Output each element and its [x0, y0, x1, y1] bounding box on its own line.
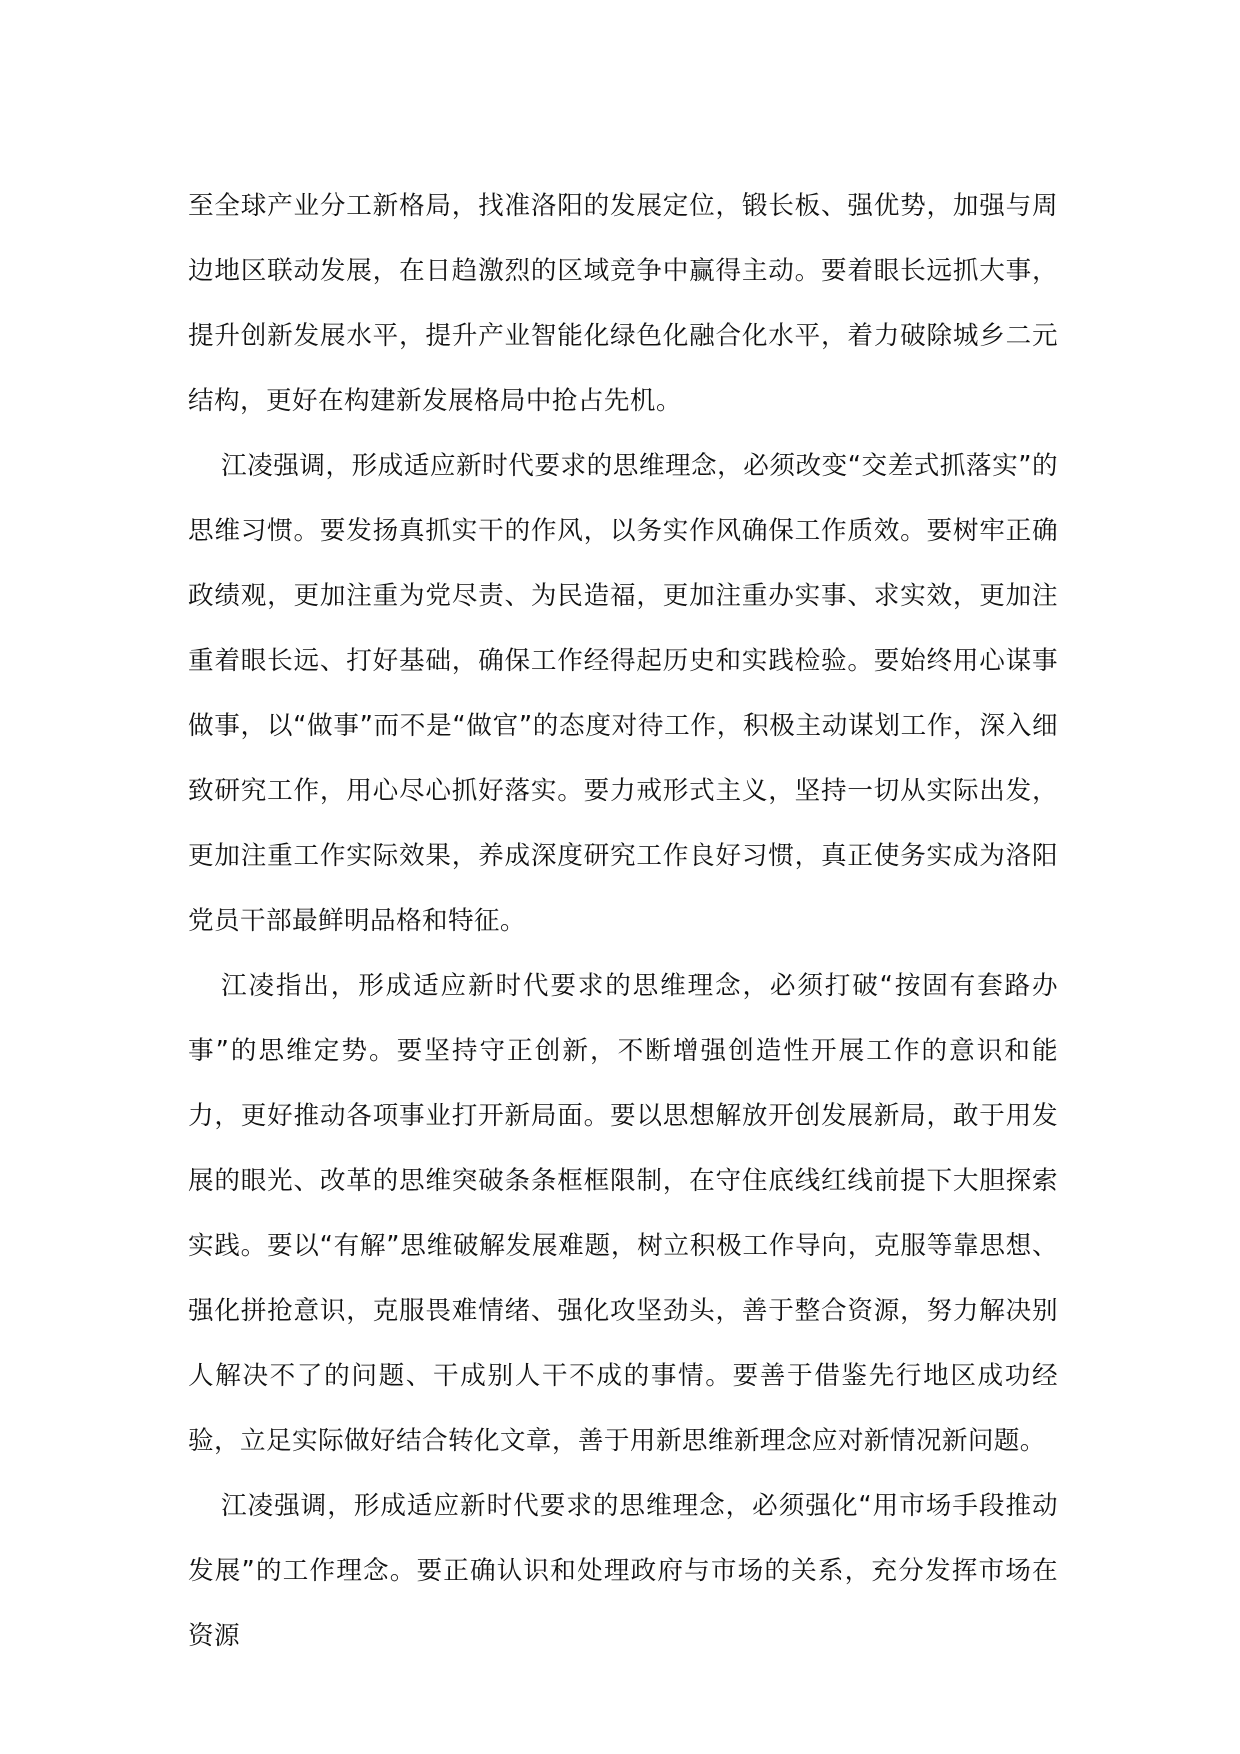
paragraph-1: 至全球产业分工新格局，找准洛阳的发展定位，锻长板、强优势，加强与周边地区联动发展，在日趋激烈的区域竞争中赢得主动。要着眼长远抓大事，提升创新发展水平，提升产业智能化绿色化融合化水平，着力破除城乡二元结构，更好在构建新发展格局中抢占先机。 [188, 191, 1058, 416]
document-body [188, 174, 1058, 1669]
paragraph-3: 江凌指出，形成适应新时代要求的思维理念，必须打破“按固有套路办事”的思维定势。要坚持守正创新，不断增强创造性开展工作的意识和能力，更好推动各项事业打开新局面。要以思想解放开创发展新局，敢于用发展的眼光、改革的思维突破条条框框限制，在守住底线红线前提下大胆探索实践。要以“有解”思维破解发展难题，树立积极工作导向，克服等靠思想、强化拼抢意识，克服畏难情绪、强化攻坚劲头，善于整合资源，努力解决别人解决不了的问题、干成别人干不成的事情。要善于借鉴先行地区成功经验，立足实际做好结合转化文章，善于用新思维新理念应对新情况新问题。 [188, 971, 1058, 1456]
paragraph-2: 江凌强调，形成适应新时代要求的思维理念，必须改变“交差式抓落实”的思维习惯。要发扬真抓实干的作风，以务实作风确保工作质效。要树牢正确政绩观，更加注重为党尽责、为民造福，更加注重办实事、求实效，更加注重着眼长远、打好基础，确保工作经得起历史和实践检验。要始终用心谋事做事，以“做事”而不是“做官”的态度对待工作，积极主动谋划工作，深入细致研究工作，用心尽心抓好落实。要力戒形式主义，坚持一切从实际出发，更加注重工作实际效果，养成深度研究工作良好习惯，真正使务实成为洛阳党员干部最鲜明品格和特征。 [188, 451, 1058, 936]
paragraph-4: 江凌强调，形成适应新时代要求的思维理念，必须强化“用市场手段推动发展”的工作理念。要正确认识和处理政府与市场的关系，充分发挥市场在资源 [188, 1491, 1058, 1651]
